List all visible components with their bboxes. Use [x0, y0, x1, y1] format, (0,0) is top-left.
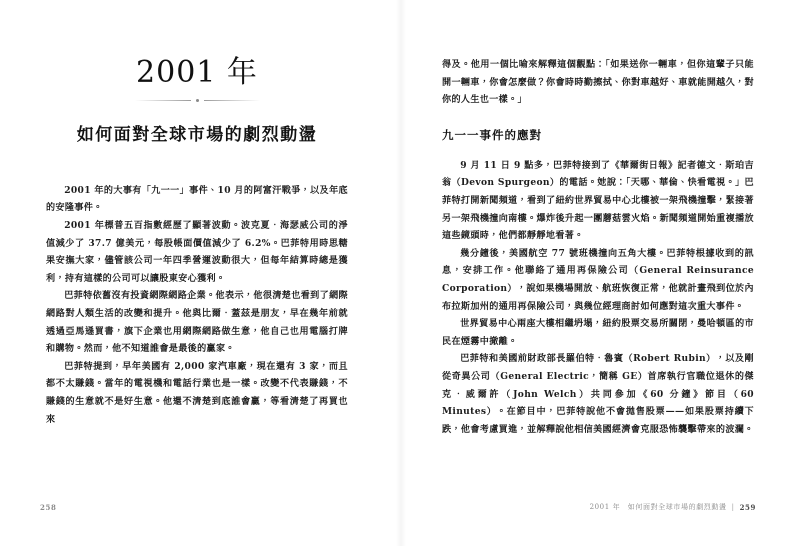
right-body-text [442, 157, 754, 439]
chapter-title: 如何面對全球市場的劇烈動盪 [76, 125, 318, 145]
paragraph: 巴菲特提到，早年美國有 2,000 家汽車廠，現在還有 3 家，而且都不太賺錢。當年的電視機和電話行業也是一樣。改變不代表賺錢，不賺錢的生意就不是好生意。他還不清楚到底誰會贏，等看清楚了再買也來 [46, 360, 348, 425]
right-page [400, 0, 800, 546]
rule-dot-icon [196, 99, 199, 102]
chapter-year: 2001 年 [136, 55, 258, 90]
section-spacer [442, 109, 754, 127]
footer-chapter-label: 2001 年 如何面對全球市場的劇烈動盪 [589, 503, 727, 511]
left-page-footer [40, 503, 56, 512]
rule-line-left-icon [135, 100, 191, 101]
page-number: 258 [40, 503, 57, 512]
paragraph: 世界貿易中心兩座大樓相繼坍塌，紐約股票交易所關閉，曼哈頓區的市民在煙霧中撤離。 [442, 318, 754, 347]
left-body-text [46, 182, 348, 428]
paragraph: 巴菲特和美國前財政部長羅伯特‧魯賓（Robert Rubin），以及剛從奇異公司（General Electric，簡稱 GE）首席執行官職位退休的傑克‧威爾許（John Welch）共同參加《60 分鐘》節目（60 Minutes）。在節目中，巴菲特說他不會拋售股票——如果股票持續下跌，他會考慮買進，並解釋說他相信美國經濟會克服恐怖襲擊帶來的波瀾。 [442, 353, 754, 435]
paragraph: 幾分鐘後，美國航空 77 號班機撞向五角大樓。巴菲特根據收到的訊息，安排工作。他聯絡了通用再保險公司（General Reinsurance Corporation），說如果機場開放、航班恢復正常，他就計畫飛到位於內布拉斯加州的通用再保險公司，與幾位經理商討如何應對這次重大事件。 [442, 247, 754, 312]
paragraph: 2001 年的大事有「九一一」事件、10 月的阿富汗戰爭，以及年底的安隆事件。 [46, 184, 348, 214]
continued-text-block [442, 56, 754, 109]
chapter-opener [46, 56, 348, 148]
paragraph: 巴菲特依舊沒有投資網際網路企業。他表示，他很清楚也看到了網際網路對人類生活的改變和提升。他與比爾‧蓋茲是朋友，早在幾年前就透過亞馬遜買書，旗下企業也用網際網路做生意，他自己也用電腦打牌和購物。然而，他不知道誰會是最後的贏家。 [46, 290, 348, 355]
rule-line-right-icon [204, 100, 260, 101]
ornamental-rule [46, 99, 348, 102]
paragraph: 得及。他用一個比喻來解釋這個觀點：「如果送你一輛車，但你這輩子只能開一輛車，你會怎麼做？你會時時勤擦拭、你對車越好、車就能開越久，對你的人生也一樣。」 [442, 59, 754, 106]
section-heading: 九一一事件的應對 [442, 127, 542, 142]
footer-separator: | [731, 503, 735, 511]
paragraph: 9 月 11 日 9 點多，巴菲特接到了《華爾街日報》記者德文‧斯珀吉翁（Devon Spurgeon）的電話。她說：「天哪、華倫、快看電視。」巴菲特打開新聞頻道，看到了紐約世界貿易中心北樓被一架飛機撞擊，緊接著另一架飛機撞向南樓。爆炸後升起一團蘑菇雲火焰。新聞頻道開始重複播放這些鏡頭時，他們都靜靜地看著。 [442, 159, 754, 242]
right-page-footer [590, 502, 756, 512]
paragraph: 2001 年標普五百指數經歷了顯著波動。波克夏‧海瑟威公司的淨值減少了 37.7 億美元，每股帳面價值減少了 6.2%。巴菲特用時思糖果安撫大家，儘管該公司一年四季營運波動很大，但每年結算時總是獲利，持有這樣的公司可以讓股東安心獲利。 [46, 219, 348, 284]
page-number: 259 [739, 502, 756, 512]
